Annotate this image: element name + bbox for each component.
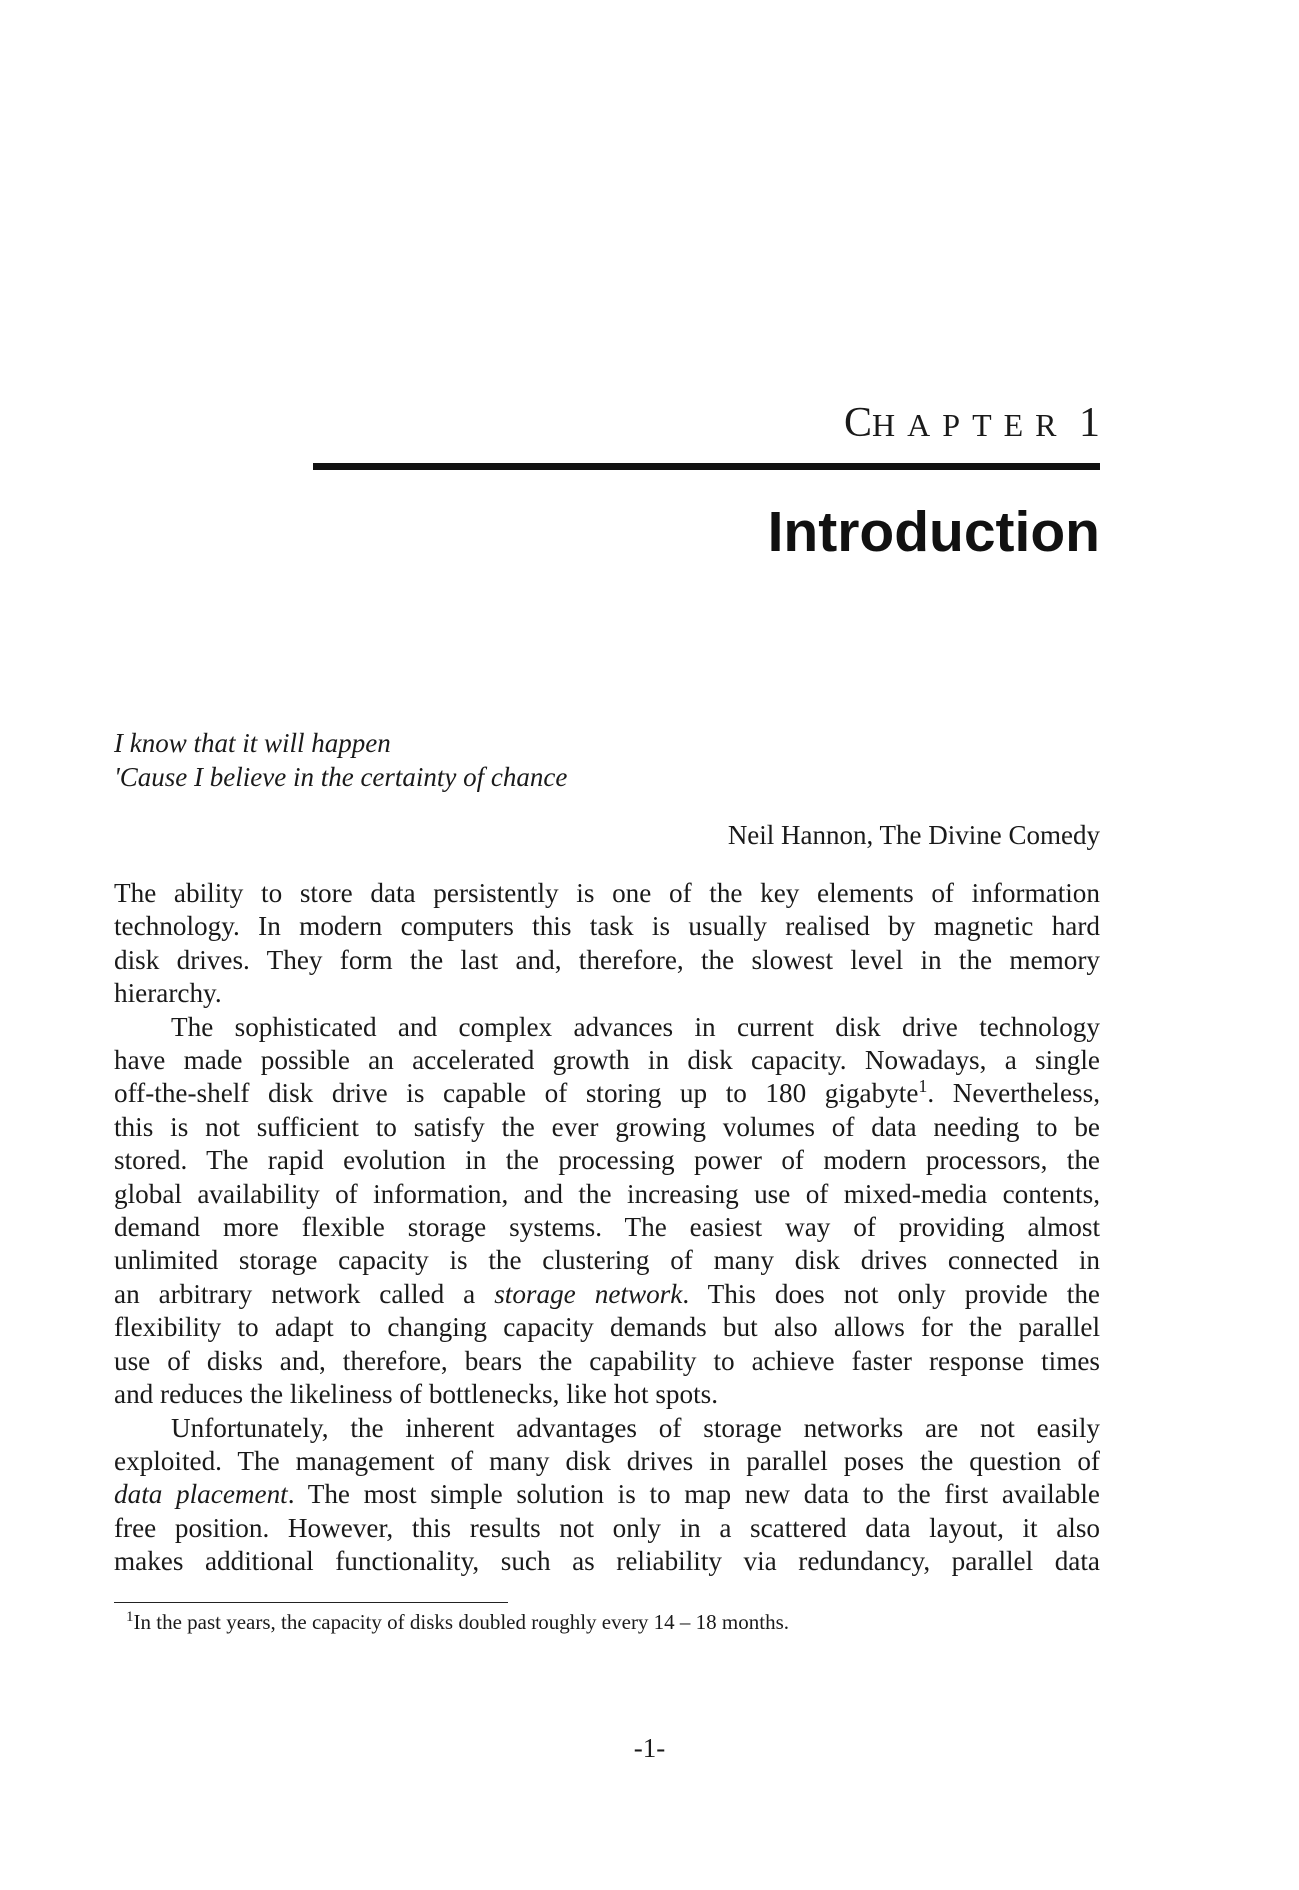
paragraph-1 xyxy=(114,877,1100,1011)
text-line: makes additional functionality, such as reliability via redundancy, parallel data xyxy=(114,1546,1100,1577)
text-segment: an arbitrary network called a xyxy=(114,1278,495,1309)
text-line: unlimited storage capacity is the clustering of many disk drives connected in xyxy=(114,1245,1100,1276)
chapter-label xyxy=(313,393,1100,455)
text-line: stored. The rapid evolution in the processing power of modern processors, the xyxy=(114,1145,1100,1176)
body-text xyxy=(114,877,1100,1579)
emphasis-data-placement: data placement xyxy=(114,1479,288,1510)
text-line: demand more flexible storage systems. The easiest way of providing almost xyxy=(114,1212,1100,1243)
text-line: use of disks and, therefore, bears the capability to achieve faster response times xyxy=(114,1345,1100,1376)
text-line: The ability to store data persistently is one of the key elements of information xyxy=(114,878,1100,908)
text-line: free position. However, this results not only in a scattered data layout, it also xyxy=(114,1512,1100,1543)
text-segment: . This does not only provide the xyxy=(682,1278,1100,1309)
text-line xyxy=(114,1478,1100,1511)
text-line xyxy=(114,1077,1100,1110)
footnote xyxy=(114,1608,1100,1636)
text-line: have made possible an accelerated growth in disk capacity. Nowadays, a single xyxy=(114,1045,1100,1076)
footnote-rule xyxy=(114,1602,508,1603)
text-line: global availability of information, and the increasing use of mixed-media contents, xyxy=(114,1178,1100,1209)
chapter-rule xyxy=(313,463,1100,470)
epigraph-attribution: Neil Hannon, The Divine Comedy xyxy=(727,820,1100,850)
chapter-label-rest: HAPTER xyxy=(872,407,1069,443)
chapter-label-initial: C xyxy=(844,400,873,446)
epigraph xyxy=(114,726,1100,794)
chapter-title: Introduction xyxy=(767,500,1100,564)
text-segment: . Nevertheless, xyxy=(927,1078,1100,1109)
epigraph-line: I know that it will happen xyxy=(114,728,391,758)
text-line: and reduces the likeliness of bottlenecks, like hot spots. xyxy=(114,1379,719,1410)
footnote-reference: 1 xyxy=(918,1076,928,1097)
text-line: hierarchy. xyxy=(114,978,222,1009)
footnote-text: In the past years, the capacity of disks doubled roughly every 14 – 18 months. xyxy=(133,1610,790,1634)
page-number: -1- xyxy=(633,1733,666,1763)
epigraph-line: 'Cause I believe in the certainty of chance xyxy=(114,762,568,792)
text-line: exploited. The management of many disk drives in parallel poses the question of xyxy=(114,1445,1100,1476)
emphasis-storage-network: storage network xyxy=(494,1278,683,1309)
text-segment: . The most simple solution is to map new data to the first available xyxy=(287,1479,1100,1510)
text-line: Unfortunately, the inherent advantages of storage networks are not easily xyxy=(171,1412,1100,1443)
footnote-mark: 1 xyxy=(126,1609,134,1625)
text-line: The sophisticated and complex advances in current disk drive technology xyxy=(171,1011,1100,1042)
text-line: flexibility to adapt to changing capacity demands but also allows for the parallel xyxy=(114,1312,1100,1343)
text-segment: off-the-shelf disk drive is capable of storing up to 180 gigabyte xyxy=(114,1078,919,1109)
paragraph-2 xyxy=(114,1011,1100,1412)
paragraph-3 xyxy=(114,1412,1100,1579)
chapter-number: 1 xyxy=(1079,400,1100,446)
text-line xyxy=(114,1278,1100,1311)
text-line: disk drives. They form the last and, therefore, the slowest level in the memory xyxy=(114,944,1100,975)
text-line: this is not sufficient to satisfy the ever growing volumes of data needing to be xyxy=(114,1111,1100,1142)
text-line: technology. In modern computers this task is usually realised by magnetic hard xyxy=(114,911,1100,942)
